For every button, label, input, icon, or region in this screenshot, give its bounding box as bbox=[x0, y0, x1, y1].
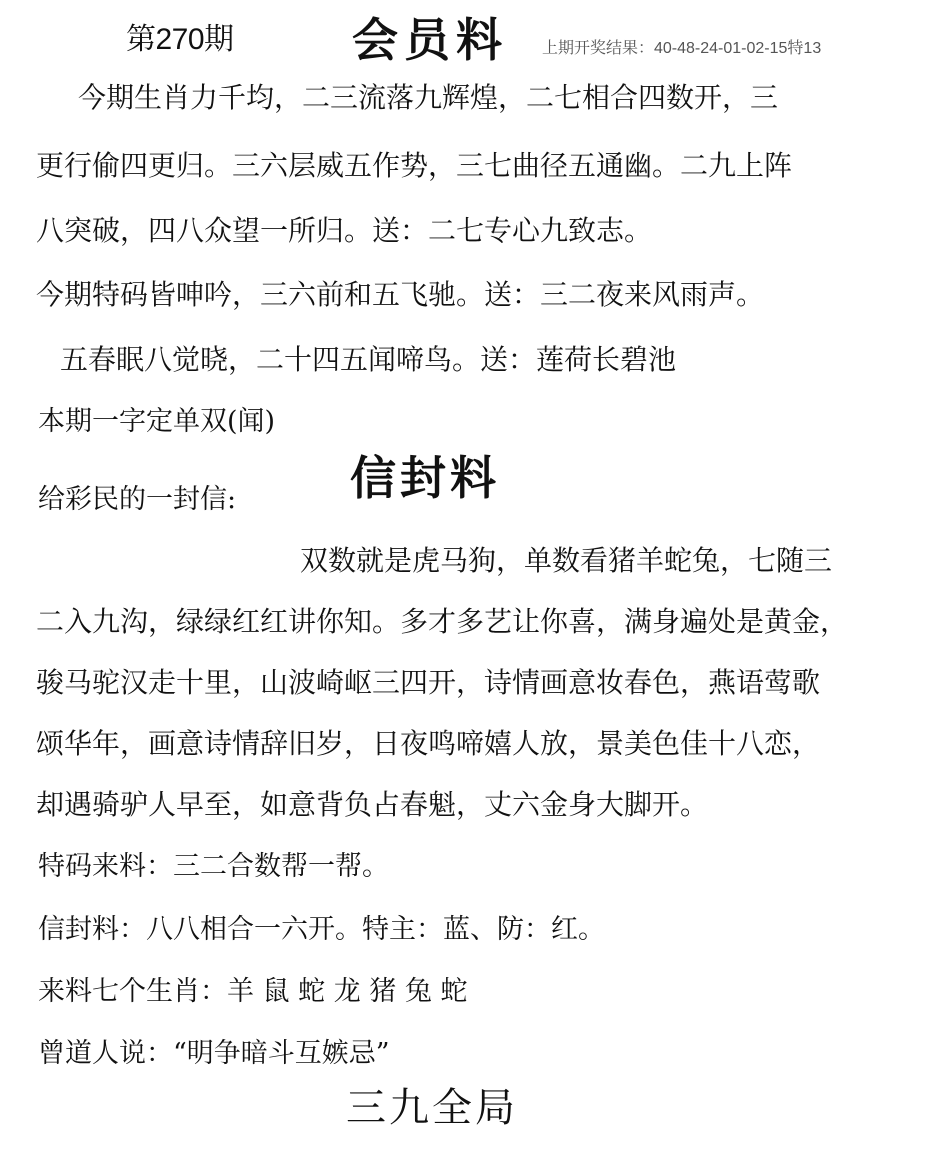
note-line: 来料七个生肖：羊 鼠 蛇 龙 猪 兔 蛇 bbox=[38, 976, 468, 1007]
note-line: 特码来料：三二合数帮一帮。 bbox=[38, 851, 389, 882]
letter-line: 双数就是虎马狗，单数看猪羊蛇兔，七随三 bbox=[300, 544, 833, 577]
letter-line: 却遇骑驴人早至，如意背负占春魁，丈六金身大脚开。 bbox=[36, 788, 709, 821]
poem-line: 更行偷四更归。三六层威五作势，三七曲径五通幽。二九上阵 bbox=[36, 149, 793, 182]
letter-intro: 给彩民的一封信: bbox=[38, 484, 237, 515]
note-line: 信封料：八八相合一六开。特主：蓝、防：红。 bbox=[38, 914, 605, 945]
letter-title: 信封料 bbox=[350, 451, 500, 505]
poem-line: 本期一字定单双(闻) bbox=[38, 406, 276, 437]
letter-line: 二入九沟，绿绿红红讲你知。多才多艺让你喜，满身遍处是黄金， bbox=[36, 605, 849, 638]
poem-line: 今期特码皆呻吟，三六前和五飞驰。送：三二夜来风雨声。 bbox=[36, 278, 765, 311]
last-draw-result: 上期开奖结果：40-48-24-01-02-15特13 bbox=[542, 40, 822, 57]
poem-line: 八突破，四八众望一所归。送：二七专心九致志。 bbox=[36, 214, 653, 247]
poem-line: 五春眠八觉晓，二十四五闻啼鸟。送：莲荷长碧池 bbox=[60, 343, 677, 376]
page-title: 会员料 bbox=[352, 13, 508, 67]
letter-line: 颂华年，画意诗情辞旧岁，日夜鸣啼嬉人放，景美色佳十八恋， bbox=[36, 727, 821, 760]
footer-title: 三九全局 bbox=[346, 1085, 518, 1131]
note-line: 曾道人说：“明争暗斗互嫉忌” bbox=[38, 1038, 390, 1069]
letter-line: 骏马驼汉走十里，山波崎岖三四开，诗情画意妆春色，燕语莺歌 bbox=[36, 666, 821, 699]
poem-line: 今期生肖力千均，二三流落九辉煌，二七相合四数开，三 bbox=[78, 81, 779, 114]
issue-number: 第270期 bbox=[126, 23, 234, 56]
